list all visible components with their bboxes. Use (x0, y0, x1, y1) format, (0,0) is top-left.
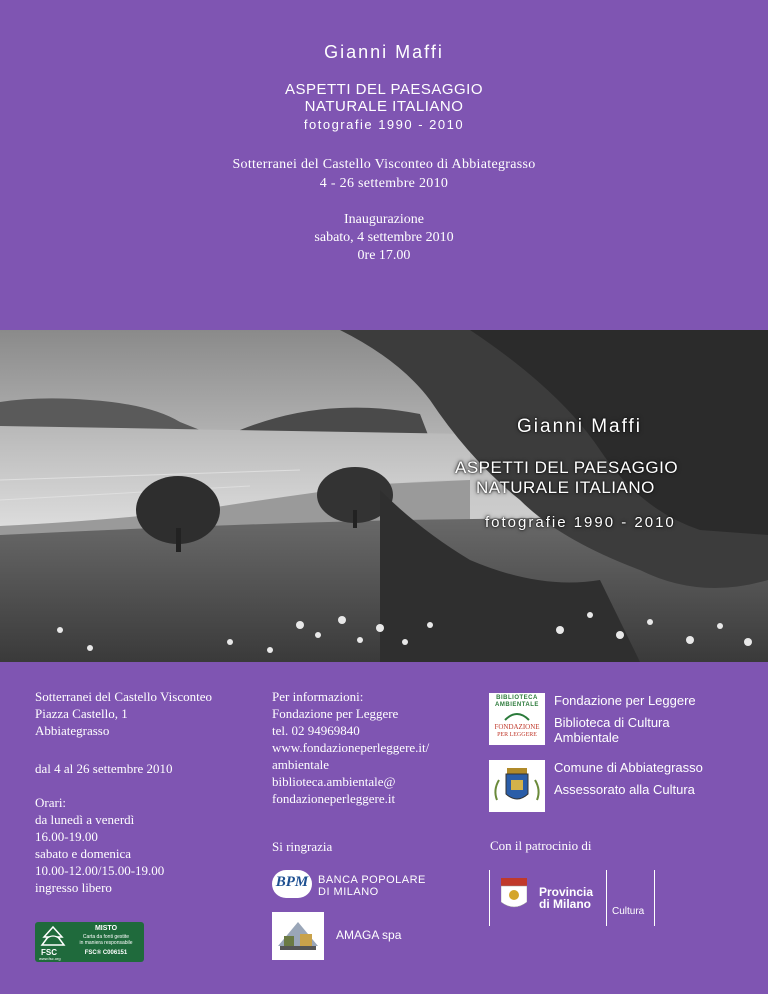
exhibition-title-line1: ASPETTI DEL PAESAGGIO (284, 81, 484, 98)
contact-line: Per informazioni: (272, 689, 364, 704)
photo-author-overlay: Gianni Maffi (517, 416, 643, 437)
amaga-logo-icon (272, 912, 324, 960)
provincia-milano-logo (489, 870, 655, 926)
provincia-name-line: di Milano (539, 897, 591, 911)
contact-line: Fondazione per Leggere (272, 706, 399, 721)
logo-text: BIBLIOTECA (496, 695, 538, 701)
provincia-department: Cultura (612, 906, 645, 917)
exhibition-title-line2: NATURALE ITALIANO (304, 98, 464, 115)
hours-line: sabato e domenica (35, 846, 132, 861)
hours-line: 10.00-12.00/15.00-19.00 (35, 863, 165, 878)
amaga-name: AMAGA spa (336, 928, 402, 942)
inauguration-label: Inaugurazione (343, 212, 425, 227)
provincia-crest-icon (501, 878, 527, 912)
org1-subtitle (554, 715, 670, 745)
photo-title-line2-overlay: NATURALE ITALIANO (476, 478, 655, 497)
fsc-code: FSC® C006151 (84, 950, 128, 956)
org2-subtitle: Assessorato alla Cultura (554, 782, 695, 797)
bpm-name (318, 874, 426, 898)
inauguration-time: 0re 17.00 (357, 248, 411, 263)
bpm-logo (272, 870, 312, 898)
contact-website[interactable]: ambientale (272, 757, 330, 772)
provincia-name-line: Provincia (539, 885, 594, 899)
address-line: Piazza Castello, 1 (35, 706, 128, 721)
thanks-label: Si ringrazia (272, 839, 333, 854)
bpm-name-line: BANCA POPOLARE (318, 874, 426, 886)
contact-email[interactable]: biblioteca.ambientale@ (272, 774, 396, 789)
bpm-logo-mark: BPM (275, 874, 309, 890)
divider (489, 870, 490, 926)
exhibition-dates: dal 4 al 26 settembre 2010 (35, 761, 173, 776)
contact-info (272, 688, 429, 807)
contact-website[interactable]: www.fondazioneperleggere.it/ (272, 740, 430, 755)
org1-subtitle-line: Ambientale (554, 730, 620, 745)
org1-subtitle-line: Biblioteca di Cultura (554, 715, 670, 730)
fsc-label: MISTO (94, 925, 118, 932)
address-line: Sotterranei del Castello Visconteo (35, 689, 212, 704)
opening-hours (35, 794, 164, 896)
fsc-brand: FSC (41, 948, 57, 957)
biblioteca-ambientale-logo (489, 693, 545, 745)
contact-phone: tel. 02 94969840 (272, 723, 360, 738)
org2-name: Comune di Abbiategrasso (554, 760, 703, 775)
address-line: Abbiategrasso (35, 723, 110, 738)
logo-text: AMBIENTALE (495, 702, 539, 708)
bpm-name-line: DI MILANO (318, 886, 379, 898)
venue-address (35, 688, 212, 739)
venue-dates: 4 - 26 settembre 2010 (319, 176, 449, 191)
hours-line: ingresso libero (35, 880, 112, 895)
author-name: Gianni Maffi (324, 42, 444, 62)
inauguration-date: sabato, 4 settembre 2010 (314, 230, 454, 245)
leaf-icon (503, 710, 531, 722)
comune-crest (489, 760, 545, 812)
venue-line: Sotterranei del Castello Visconteo di Abbiategrasso (232, 157, 536, 172)
fsc-site: www.fsc.org (39, 956, 61, 961)
hours-line: da lunedì a venerdì (35, 812, 135, 827)
contact-email[interactable]: fondazioneperleggere.it (272, 791, 396, 806)
org1-name: Fondazione per Leggere (554, 693, 696, 708)
hours-line: 16.00-19.00 (35, 829, 98, 844)
fsc-text-line: Carta da fonti gestite (82, 934, 130, 940)
fsc-tree-icon (40, 925, 66, 949)
divider (606, 870, 607, 926)
logo-text: PER LEGGERE (497, 732, 537, 738)
photo-title-line1-overlay: ASPETTI DEL PAESAGGIO (455, 458, 679, 477)
amaga-logo (272, 912, 324, 960)
logo-text: FONDAZIONE (494, 723, 540, 731)
exhibition-subtitle: fotografie 1990 - 2010 (303, 117, 465, 132)
patronage-label: Con il patrocinio di (490, 838, 592, 853)
coat-of-arms-icon (489, 760, 545, 812)
fsc-logo (35, 922, 144, 962)
hours-line: Orari: (35, 795, 67, 810)
fsc-text-line: in maniera responsabile (79, 940, 133, 946)
fsc-text (71, 934, 141, 946)
photo-subtitle-overlay: fotografie 1990 - 2010 (485, 514, 676, 531)
provincia-name (539, 886, 593, 910)
divider (654, 870, 655, 926)
